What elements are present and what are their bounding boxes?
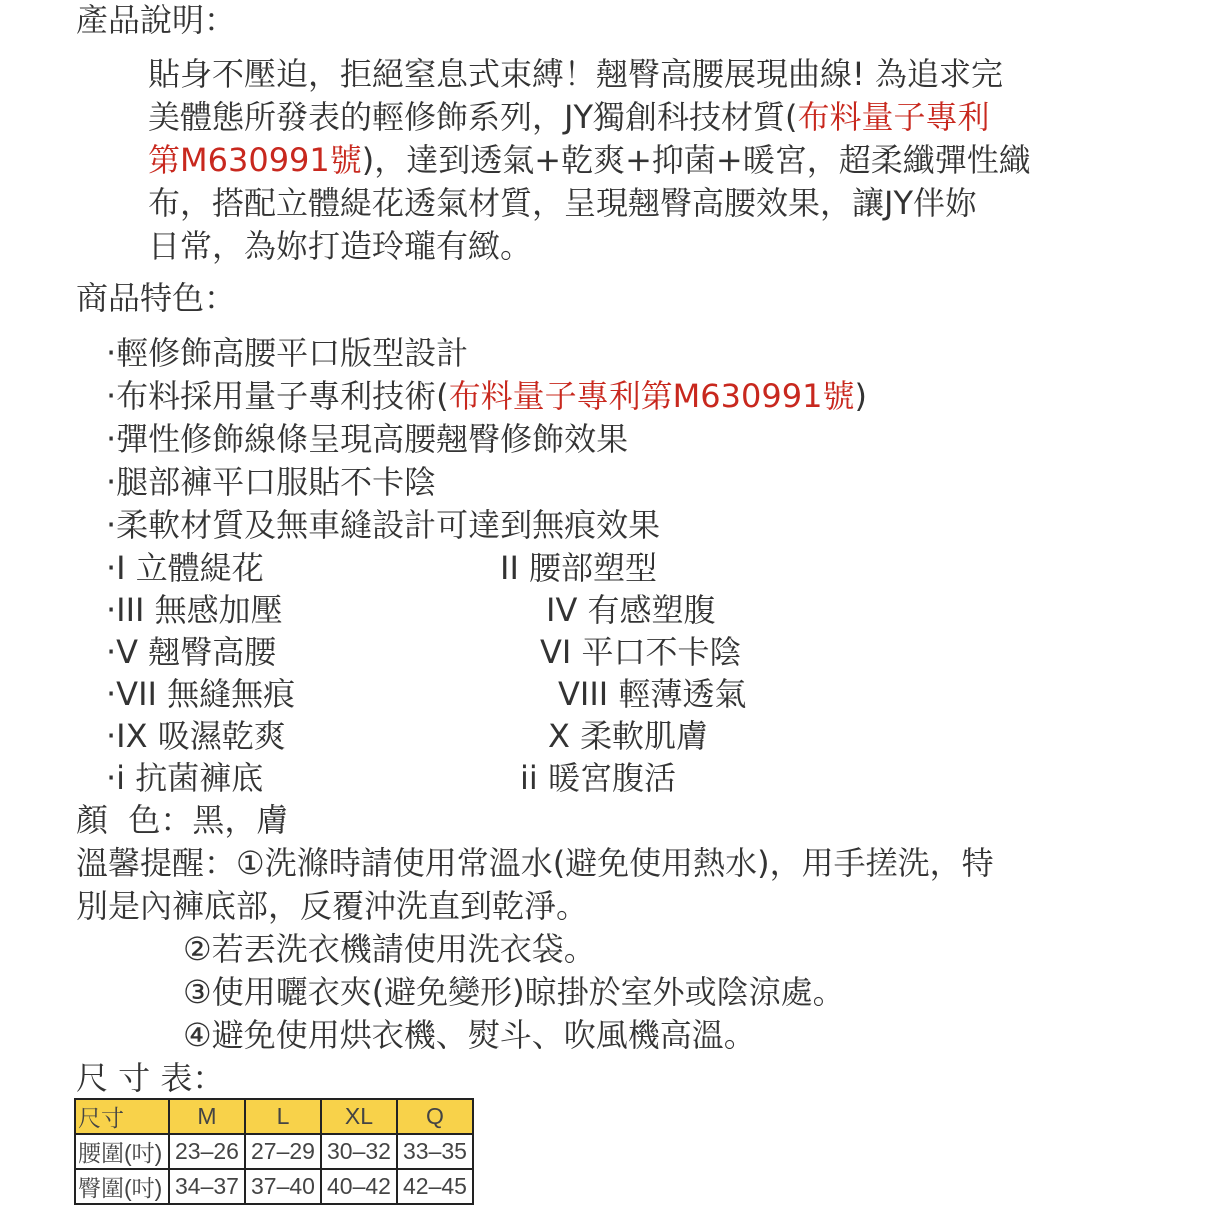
feature-item: ‧布料採用量子專利技術(布料量子專利第M630991號) [106, 377, 867, 415]
table-cell: 23–26 [169, 1134, 245, 1169]
table-header-cell: M [169, 1099, 245, 1134]
feature-item: ‧輕修飾高腰平口版型設計 [106, 334, 469, 372]
table-cell: 30–32 [321, 1134, 397, 1169]
patent-highlight: 布料量子專利 [797, 98, 990, 136]
size-table [74, 1098, 474, 1205]
feature-pair-right: IV 有感塑腹 [546, 591, 716, 629]
table-cell: 33–35 [397, 1134, 473, 1169]
description-heading: 產品說明： [76, 1, 237, 39]
feature-pair-left: ‧IX 吸濕乾爽 [106, 717, 286, 755]
table-header-cell: Q [397, 1099, 473, 1134]
feature-pair-right: II 腰部塑型 [500, 549, 658, 587]
feature-pair-left: ‧I 立體緹花 [106, 549, 264, 587]
feature-item: ‧彈性修飾線條呈現高腰翹臀修飾效果 [106, 420, 629, 458]
feature-pair-left: ‧V 翹臀高腰 [106, 633, 277, 671]
feature-item: ‧柔軟材質及無車縫設計可達到無痕效果 [106, 506, 661, 544]
patent-highlight: 布料量子專利第M630991號 [448, 377, 855, 415]
table-header-cell: L [245, 1099, 321, 1134]
table-cell: 40–42 [321, 1169, 397, 1204]
table-cell: 27–29 [245, 1134, 321, 1169]
feature-pair-right: X 柔軟肌膚 [548, 717, 709, 755]
feature-item: ‧腿部褲平口服貼不卡陰 [106, 463, 437, 501]
color-line: 顏 色：黑，膚 [76, 801, 289, 839]
feature-pair-right: VIII 輕薄透氣 [558, 675, 747, 713]
size-chart-heading: 尺 寸 表： [76, 1059, 225, 1097]
table-header-row [75, 1099, 473, 1134]
table-row [75, 1169, 473, 1204]
feature-pair-left: ‧i 抗菌褲底 [106, 759, 264, 797]
table-cell: 腰圍(吋) [75, 1134, 169, 1169]
description-line: 美體態所發表的輕修飾系列，JY獨創科技材質(布料量子專利 [148, 98, 990, 136]
description-line: 日常，為妳打造玲瓏有緻。 [148, 227, 533, 265]
features-heading: 商品特色： [76, 279, 237, 317]
description-line: 第M630991號)，達到透氣+乾爽+抑菌+暖宮，超柔纖彈性織 [148, 141, 1031, 179]
table-cell: 42–45 [397, 1169, 473, 1204]
table-cell: 34–37 [169, 1169, 245, 1204]
table-cell: 37–40 [245, 1169, 321, 1204]
description-line: 布，搭配立體緹花透氣材質，呈現翹臀高腰效果，讓JY伴妳 [148, 184, 977, 222]
table-header-cell: 尺寸 [75, 1099, 169, 1134]
care-tip-line: 別是內褲底部，反覆沖洗直到乾淨。 [76, 887, 589, 925]
feature-pair-right: VI 平口不卡陰 [540, 633, 742, 671]
feature-pair-left: ‧VII 無縫無痕 [106, 675, 296, 713]
care-tip-item: ③使用曬衣夾(避免變形)晾掛於室外或陰涼處。 [183, 973, 845, 1011]
care-tip-line: 溫馨提醒：①洗滌時請使用常溫水(避免使用熱水)，用手搓洗，特 [76, 844, 994, 882]
feature-pair-left: ‧III 無感加壓 [106, 591, 283, 629]
table-row [75, 1134, 473, 1169]
patent-highlight: 第M630991號 [148, 141, 362, 179]
feature-pair-right: ii 暖宮腹活 [520, 759, 676, 797]
table-cell: 臀圍(吋) [75, 1169, 169, 1204]
table-header-cell: XL [321, 1099, 397, 1134]
care-tip-item: ②若丟洗衣機請使用洗衣袋。 [183, 930, 596, 968]
care-tip-item: ④避免使用烘衣機、熨斗、吹風機高溫。 [183, 1016, 756, 1054]
description-line: 貼身不壓迫，拒絕窒息式束縛！翹臀高腰展現曲線! 為追求完 [148, 55, 1004, 93]
